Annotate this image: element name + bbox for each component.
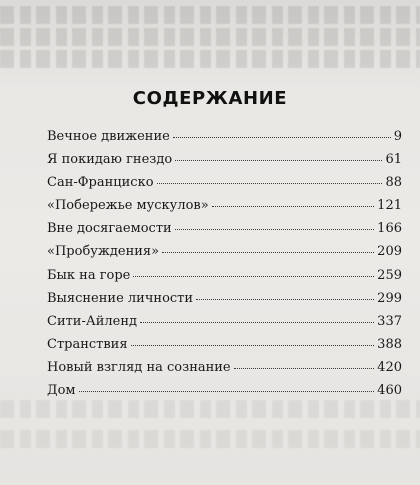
toc-entry-title: Новый взгляд на сознание xyxy=(47,359,231,375)
toc-entry-title: «Побережье мускулов» xyxy=(47,198,209,214)
toc-entry-page: 209 xyxy=(377,244,402,260)
dot-leader xyxy=(157,182,383,184)
toc-entry[interactable] xyxy=(47,337,402,360)
toc-entry-title: Сан-Франциско xyxy=(47,175,154,191)
bleed-through-text xyxy=(0,430,420,448)
toc-entry[interactable] xyxy=(47,221,402,244)
toc-entry-title: Сити-Айленд xyxy=(47,313,137,329)
toc-entry[interactable] xyxy=(47,314,402,337)
bleed-through-text xyxy=(0,50,420,68)
dot-leader xyxy=(162,251,374,253)
dot-leader xyxy=(173,136,391,138)
toc-entry-title: Вне досягаемости xyxy=(47,221,172,237)
toc-entry-title: Странствия xyxy=(47,336,128,352)
toc-entry[interactable] xyxy=(47,152,402,175)
toc-entry-page: 121 xyxy=(377,198,402,214)
dot-leader xyxy=(79,390,375,392)
toc-entry-page: 61 xyxy=(385,152,402,168)
toc-entry[interactable] xyxy=(47,291,402,314)
dot-leader xyxy=(175,159,382,161)
dot-leader xyxy=(212,205,374,207)
toc-entry[interactable] xyxy=(47,198,402,221)
toc-list xyxy=(47,129,402,406)
toc-entry-title: «Пробуждения» xyxy=(47,244,160,260)
toc-heading: СОДЕРЖАНИЕ xyxy=(132,88,288,109)
bleed-through-text xyxy=(0,6,420,24)
dot-leader xyxy=(133,275,374,277)
dot-leader xyxy=(140,321,374,323)
toc-entry-page: 9 xyxy=(393,129,402,144)
toc-entry-page: 420 xyxy=(377,359,402,375)
toc-entry-page: 388 xyxy=(377,336,402,352)
toc-entry[interactable] xyxy=(47,244,402,267)
toc-entry-page: 460 xyxy=(377,383,402,399)
toc-entry-page: 337 xyxy=(377,313,402,329)
toc-entry-page: 88 xyxy=(385,175,402,191)
toc-entry-title: Бык на горе xyxy=(47,267,131,283)
toc-entry-page: 166 xyxy=(377,221,402,237)
toc-entry-page: 299 xyxy=(377,290,402,306)
toc-entry-page: 259 xyxy=(377,267,402,283)
dot-leader xyxy=(175,228,374,230)
toc-entry[interactable] xyxy=(47,175,402,198)
toc-entry-title: Дом xyxy=(47,383,76,399)
dot-leader xyxy=(131,344,375,346)
toc-entry[interactable] xyxy=(47,383,402,406)
toc-entry-title: Вечное движение xyxy=(47,129,170,144)
toc-entry[interactable] xyxy=(47,268,402,291)
toc-entry-title: Выяснение личности xyxy=(47,290,194,306)
toc-entry[interactable] xyxy=(47,360,402,383)
bleed-through-text xyxy=(0,28,420,46)
dot-leader xyxy=(234,367,375,369)
toc-entry[interactable] xyxy=(47,129,402,152)
dot-leader xyxy=(196,298,374,300)
toc-entry-title: Я покидаю гнездо xyxy=(47,152,173,168)
